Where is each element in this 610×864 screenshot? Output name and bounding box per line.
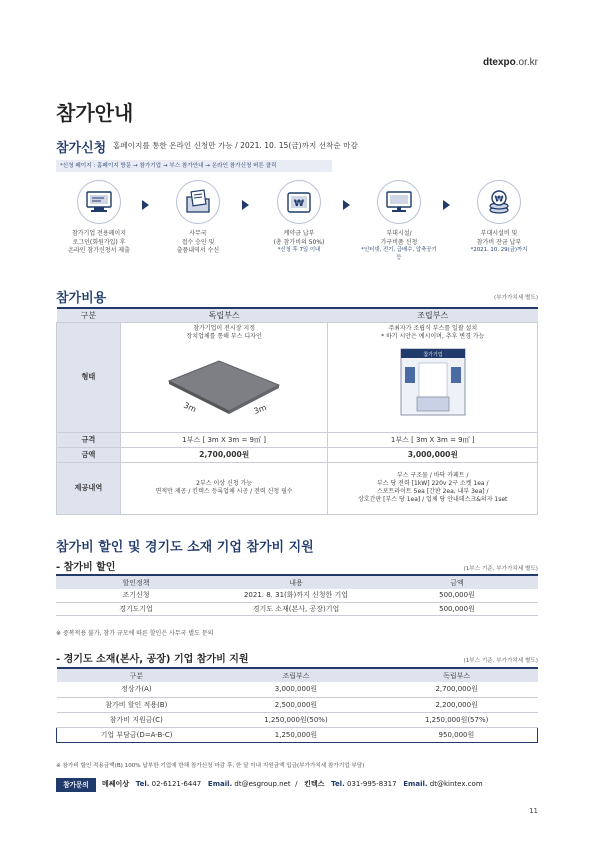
raw-amount: 2,700,000원	[120, 447, 328, 462]
svg-text:참가기업: 참가기업	[423, 351, 443, 358]
cost-row-amount-label: 금액	[57, 447, 121, 462]
support-title: 참가비 할인 및 경기도 소재 기업 참가비 지원	[56, 540, 314, 555]
discount-footnote: ※ 중복적용 불가, 참가 규모에 따른 할인은 사무국 별도 문의	[56, 630, 214, 637]
cost-title: 참가비용	[56, 291, 107, 306]
tel-link[interactable]: 031-995-8317	[346, 780, 397, 788]
document-folder-icon	[176, 180, 220, 224]
discount-title: - 참가비 할인	[56, 562, 116, 573]
contact-line: 메쎄이상 Tel. 02-6121-6447 Email. dt@esgroup.net / 킨텍스 Tel. 031-995-8317 Email. dt@kintex.com	[102, 780, 483, 788]
shell-spec: 1부스 [ 3m X 3m = 9㎡ ]	[328, 432, 538, 447]
apply-desc: 홈페이지를 통한 온라인 신청만 가능 / 2021. 10. 15(금)까지 선착순 마감	[113, 141, 358, 150]
monitor-form-icon	[77, 180, 121, 224]
step-3: ₩ 계약금 납부 (총 참가비의 50%) *신청 후 7일 이내	[260, 180, 338, 255]
discount-table	[56, 574, 538, 616]
coin-stack-icon	[477, 180, 521, 224]
step-arrow-icon	[142, 200, 149, 210]
discount-note: (1부스 기준, 부가가치세 별도)	[463, 566, 538, 572]
step-arrow-icon	[443, 200, 450, 210]
step-arrow-icon	[343, 200, 350, 210]
site-logo: dtexpo.or.kr	[482, 57, 538, 68]
table-row: 조기신청 2021. 8. 31(화)까지 신청한 기업 500,000원	[56, 589, 538, 602]
shell-booth-cell: 주최자가 조립식 부스를 일괄 설치 * 하기 시안은 예시이며, 추후 변경 가능 참가기업	[328, 322, 538, 432]
raw-booth-floor-illustration	[159, 341, 289, 419]
cost-header-shell: 조립부스	[328, 308, 538, 322]
contact-badge: 참가문의	[56, 778, 96, 792]
raw-spec: 1부스 [ 3m X 3m = 9㎡ ]	[120, 432, 328, 447]
gyeonggi-header-category: 구분	[57, 668, 217, 682]
gyeonggi-note: (1부스 기준, 부가가치세 별도)	[463, 658, 538, 664]
gyeonggi-header-raw: 독립부스	[376, 668, 538, 682]
shell-booth-illustration	[393, 341, 473, 423]
svg-text:3m: 3m	[182, 400, 198, 415]
gyeonggi-title: - 경기도 소재(본사, 공장) 기업 참가비 지원	[56, 654, 249, 665]
payment-card-icon	[277, 180, 321, 224]
apply-guide: *신청 페이지 : 홈페이지 방문 → 참가기업 → 부스 참가안내 → 온라인 참가신청 버튼 클릭	[56, 160, 332, 172]
cost-table	[56, 307, 538, 515]
table-row-highlight: 기업 부담금(D=A-B-C) 1,250,000원 950,000원	[57, 727, 538, 742]
raw-booth-cell: 참가기업이 전시장 지정 장치업체를 통해 부스 디자인 3m 3m	[120, 322, 328, 432]
shell-provide: 부스 구조물 / 바닥 카페트 / 부스 당 전력 [1kW] 220v 2구 소켓 1ea / 스포트라이트 5ea [간판 2ea, 내부 3ea] / 상호간판 [부스 당 1ea] / 업체 당 안내데스크&의자 1set	[328, 462, 538, 514]
discount-header-content: 내용	[216, 575, 376, 589]
raw-provide: 2부스 이상 신청 가능 면적만 제공 / 킨텍스 등록업체 시공 / 전력 신청 필수	[120, 462, 328, 514]
discount-header-amount: 금액	[376, 575, 538, 589]
apply-title: 참가신청	[56, 141, 107, 156]
step-2: 사무국 접수 승인 및 출품내역서 수신	[159, 180, 237, 256]
table-row: 참가비 지원금(C) 1,250,000원(50%) 1,250,000원(57%)	[57, 712, 538, 727]
cost-header-raw: 독립부스	[120, 308, 328, 322]
tel-link[interactable]: 02-6121-6447	[151, 780, 202, 788]
cost-header-category: 구분	[57, 308, 121, 322]
svg-text:₩: ₩	[494, 194, 504, 204]
step-4: 부대시설/ 가구비품 신청 *인터넷, 전기, 급배수, 압축공기 등	[360, 180, 438, 262]
table-row: 경기도기업 경기도 소재(본사, 공장)기업 500,000원	[56, 602, 538, 615]
table-row: 참가비 할인 적용(B) 2,500,000원 2,200,000원	[57, 697, 538, 712]
page-title: 참가안내	[56, 101, 134, 125]
svg-text:3m: 3m	[252, 402, 268, 416]
table-row: 정상가(A) 3,000,000원 2,700,000원	[57, 682, 538, 697]
cost-vat-note: (부가가치세 별도)	[494, 295, 538, 301]
monitor-setup-icon	[377, 180, 421, 224]
cost-row-provide-label: 제공내역	[57, 462, 121, 514]
shell-amount: 3,000,000원	[328, 447, 538, 462]
discount-header-policy: 할인정책	[56, 575, 216, 589]
step-5: ₩ 부대시설비 및 참가비 잔금 납부 *2021. 10. 29(금)까지	[460, 180, 538, 255]
gyeonggi-header-shell: 조립부스	[216, 668, 376, 682]
cost-row-spec-label: 규격	[57, 432, 121, 447]
email-link[interactable]: dt@kintex.com	[429, 780, 483, 788]
step-arrow-icon	[242, 200, 249, 210]
email-link[interactable]: dt@esgroup.net	[234, 780, 291, 788]
page-number: 11	[529, 807, 538, 815]
step-1: 참가기업 전용페이지 로그인(회원가입) 후 온라인 참가신청서 제출	[60, 180, 138, 256]
gyeonggi-footnote: ※ 참가비 할인 적용금액(B) 100% 납부한 기업에 한해 참가신청 마감 후, 한 달 이내 지원금액 입금(부가가치세 참가기업 부담)	[56, 763, 365, 769]
gyeonggi-table	[56, 667, 538, 743]
svg-text:₩: ₩	[294, 199, 304, 209]
cost-row-form-label: 형태	[57, 322, 121, 432]
